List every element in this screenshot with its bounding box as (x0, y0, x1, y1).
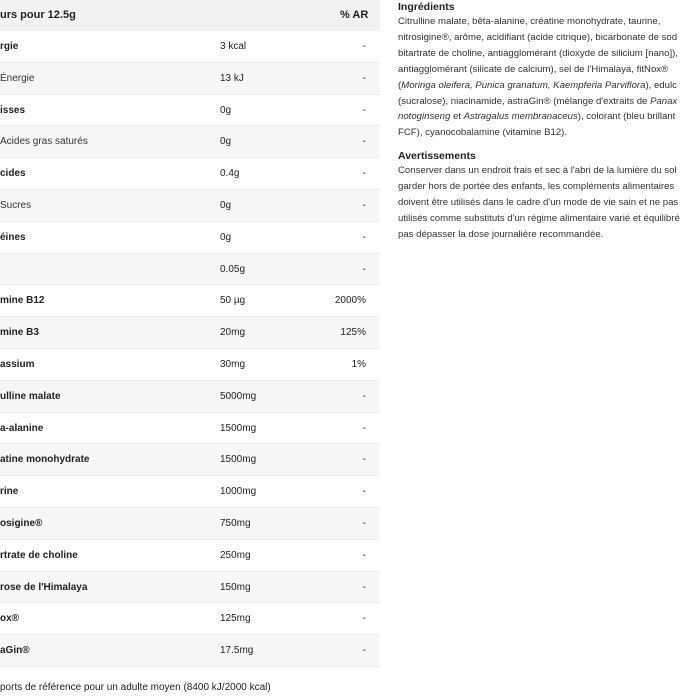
text-segment: ), colorant (bleu brillant (577, 111, 676, 123)
nutrient-ar: - (362, 104, 366, 116)
latin-names: Astragalus membranaceus (463, 111, 578, 123)
nutrient-amount: 50 µg (220, 295, 246, 307)
latin-names: Panax (650, 95, 678, 107)
table-row (0, 158, 380, 190)
ingredients-line: Citrulline malate, bêta-alanine, créatine monohydrate, taurine, (398, 16, 661, 27)
nutrient-ar: - (362, 422, 366, 434)
nutrient-ar: - (362, 41, 366, 52)
nutrient-amount: 0g (220, 199, 232, 211)
nutrient-amount: 0.05g (220, 263, 246, 275)
ingredients-line: FCF), cyanocobalamine (vitamine B12). (398, 127, 568, 139)
nutrient-ar: - (362, 136, 366, 148)
nutrient-name: aGin® (0, 645, 30, 657)
nutrient-ar: - (362, 231, 366, 243)
table-row (0, 254, 380, 286)
table-row (0, 508, 380, 540)
table-row (0, 349, 380, 381)
ingredients-line: bitartrate de choline, antiagglomérant (dioxyde de silicium [nano]), (398, 47, 678, 59)
warnings-line: doivent être utilisés dans le cadre d'un mode de vie sain et ne pas (398, 197, 679, 209)
nutrient-amount: 750mg (220, 517, 251, 529)
latin-names: notoginseng (398, 111, 451, 123)
nutrient-amount: 20mg (220, 327, 246, 339)
table-row (0, 572, 380, 604)
nutrient-ar: 1% (351, 358, 366, 370)
nutrient-ar: - (362, 645, 366, 657)
nutrient-name: Sucres (0, 199, 32, 211)
product-info (398, 0, 700, 243)
nutrient-ar: - (362, 72, 366, 84)
nutrient-name: rose de l'Himalaya (0, 581, 88, 593)
nutrient-ar: - (362, 168, 366, 180)
nutrient-amount: 0g (220, 104, 232, 116)
nutrient-amount: 3 kcal (220, 41, 247, 52)
nutrient-name: osigine® (0, 517, 43, 529)
ingredients-line: nitrosigine®, arôme, acidifiant (acide citrique), bicarbonate de sod (398, 31, 678, 43)
reference-footnote: ports de référence pour un adulte moyen (8400 kJ/2000 kcal) (0, 682, 271, 693)
nutrient-name: ulline malate (0, 390, 61, 402)
table-row (0, 413, 380, 445)
nutrient-name: Acides gras saturés (0, 136, 88, 148)
nutrient-ar: - (362, 517, 366, 529)
text-segment: (sucralose), niacinamide, astraGin® (mélange d'extraits de (398, 95, 651, 107)
nutrient-amount: 17.5mg (220, 645, 254, 657)
nutrient-ar: - (362, 581, 366, 593)
nutrient-amount: 150mg (220, 581, 251, 593)
warnings-line: Conserver dans un endroit frais et sec à l'abri de la lumière du sol (398, 165, 677, 177)
text-segment: et (450, 111, 464, 123)
table-row (0, 635, 380, 667)
table-row (0, 222, 380, 254)
latin-names: Moringa oleifera, Punica granatum, Kaempferia Parviflora (401, 79, 646, 91)
table-row (0, 190, 380, 222)
nutrient-amount: 0g (220, 136, 232, 148)
table-row (0, 603, 380, 635)
nutrient-ar: 2000% (334, 295, 366, 307)
nutrient-name: cides (0, 168, 26, 180)
ingredients-line (398, 94, 700, 110)
warnings-line: utilisés comme substituts d'un régime alimentaire varié et équilibré (398, 212, 680, 224)
table-body (0, 31, 380, 667)
nutrient-amount: 0.4g (220, 168, 240, 180)
nutrient-name: atine monohydrate (0, 454, 90, 466)
warnings-title: Avertissements (398, 150, 476, 163)
nutrient-ar: - (362, 390, 366, 402)
nutrient-amount: 1500mg (220, 422, 257, 434)
nutrient-amount: 125mg (220, 613, 251, 625)
nutrient-amount: 0g (220, 231, 232, 243)
table-row (0, 317, 380, 349)
nutrient-amount: 1500mg (220, 454, 257, 466)
table-row (0, 63, 380, 95)
ingredients-title: Ingrédients (398, 1, 455, 13)
nutrient-amount: 1000mg (220, 486, 257, 498)
nutrient-name: mine B12 (0, 295, 45, 307)
nutrient-amount: 13 kJ (220, 72, 244, 84)
text-segment: ), edulc (645, 79, 677, 91)
ingredients-line: antiagglomérant (silicate de calcium), sel de l'Himalaya, fitNox® (398, 63, 669, 75)
table-row (0, 381, 380, 413)
nutrient-ar: - (362, 454, 366, 466)
nutrient-ar: - (362, 486, 366, 498)
nutrient-ar: - (362, 613, 366, 625)
nutrient-amount: 30mg (220, 358, 246, 370)
warnings-line: pas dépasser la dose journalière recommandée. (398, 228, 604, 240)
nutrient-name: ox® (0, 613, 20, 625)
table-row (0, 126, 380, 158)
table-row (0, 95, 380, 127)
ingredients-line (398, 109, 700, 125)
nutrient-amount: 5000mg (220, 390, 257, 402)
table-row (0, 285, 380, 317)
nutrient-name: rgie (0, 41, 19, 52)
table-row (0, 31, 380, 63)
nutrient-amount: 250mg (220, 549, 251, 561)
nutrient-name: isses (0, 104, 26, 116)
nutrient-name: assium (0, 358, 35, 370)
table-row (0, 476, 380, 508)
nutrient-name: mine B3 (0, 327, 39, 339)
nutrient-ar: - (362, 263, 366, 275)
table-row (0, 540, 380, 572)
table-row (0, 444, 380, 476)
nutrient-name: rtrate de choline (0, 549, 78, 561)
nutrient-name: a-alanine (0, 422, 44, 434)
table-header (0, 0, 380, 31)
nutrient-ar: - (362, 549, 366, 561)
header-ar: % AR (340, 9, 369, 21)
nutrient-name: éines (0, 231, 26, 243)
nutrient-name: Énergie (0, 72, 35, 84)
nutrient-ar: - (362, 199, 366, 211)
header-serving: urs pour 12.5g (0, 9, 76, 21)
text-segment: ( (398, 79, 402, 91)
warnings-line: garder hors de portée des enfants, les compléments alimentaires (398, 181, 675, 193)
ingredients-line (398, 78, 700, 94)
nutrient-name: rine (0, 486, 19, 498)
nutrient-ar: 125% (340, 327, 366, 339)
